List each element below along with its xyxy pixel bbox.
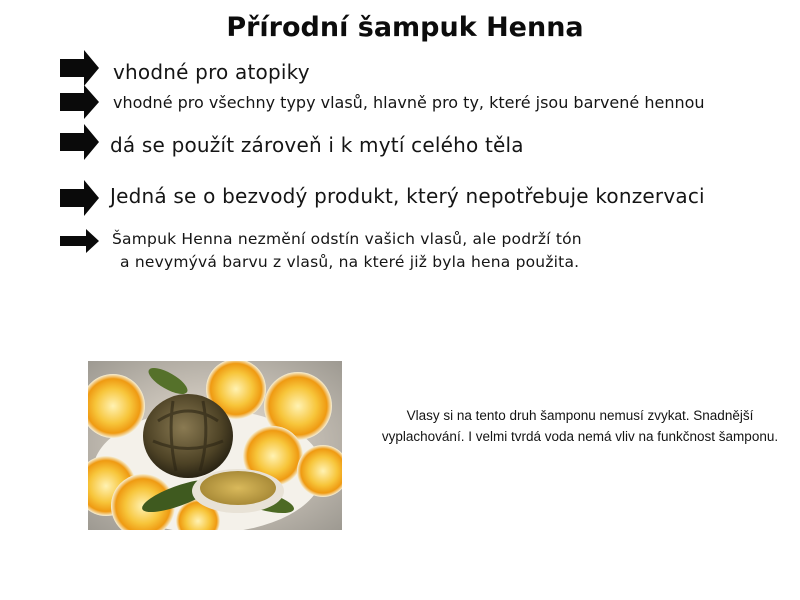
bullet-text: Jedná se o bezvodý produkt, který nepotřebuje konzervaci (110, 184, 705, 208)
right-arrow-icon (60, 85, 100, 119)
bullet-text: vhodné pro atopiky (113, 60, 310, 84)
right-arrow-icon (60, 180, 100, 216)
shampoo-bar-with-oranges-photo (88, 361, 342, 530)
bullet-text (112, 228, 652, 274)
right-arrow-icon (60, 50, 100, 86)
bullet-text: vhodné pro všechny typy vlasů, hlavně pro ty, které jsou barvené hennou (113, 93, 705, 112)
photo-illustration (88, 361, 342, 530)
page-title: Přírodní šampuk Henna (226, 12, 584, 43)
bullet-text-line: a nevymývá barvu z vlasů, na které již byla hena použita. (120, 253, 580, 271)
note-text: Vlasy si na tento druh šamponu nemusí zvykat. Snadnější vyplachování. I velmi tvrdá voda nemá vliv na funkčnost šamponu. (381, 408, 779, 444)
bullet-text: dá se použít zároveň i k mytí celého těla (110, 133, 524, 157)
bullet-text-line: Šampuk Henna nezmění odstín vašich vlasů, ale podrží tón (112, 230, 582, 248)
right-arrow-icon (60, 229, 100, 253)
right-arrow-icon (60, 124, 100, 160)
